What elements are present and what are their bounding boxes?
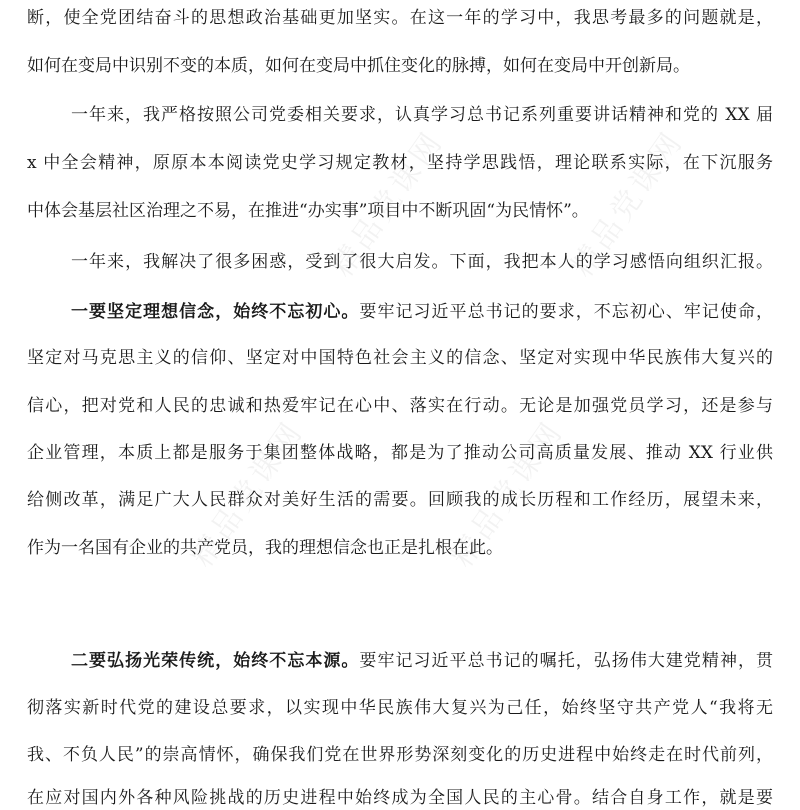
text-line: 给侧改革，满足广大人民群众对美好生活的需要。回顾我的成长历程和工作经历，展望未来， — [27, 490, 773, 510]
text-line: 如何在变局中识别不变的本质，如何在变局中抓住变化的脉搏，如何在变局中开创新局。 — [27, 56, 690, 76]
text-line: 断，使全党团结奋斗的思想政治基础更加坚实。在这一年的学习中，我思考最多的问题就是， — [27, 8, 773, 28]
text-span: 要牢记习近平总书记的要求，不忘初心、牢记使命， — [359, 302, 773, 322]
text-line: 我、不负人民”的崇高情怀，确保我们党在世界形势深刻变化的历史进程中始终走在时代前列， — [27, 745, 773, 765]
text-line — [27, 649, 773, 673]
text-line — [27, 300, 773, 324]
text-line: 彻落实新时代党的建设总要求，以实现中华民族伟大复兴为己任，始终坚守共产党人“我将无 — [27, 698, 773, 718]
text-line: 企业管理，本质上都是服务于集团整体战略，都是为了推动公司高质量发展、推动 XX 行业供 — [27, 443, 773, 463]
text-line: 作为一名国有企业的共产党员，我的理想信念也正是扎根在此。 — [27, 538, 503, 558]
text-line: 在应对国内外各种风险挑战的历史进程中始终成为全国人民的主心骨。结合自身工作，就是要 — [27, 788, 773, 808]
text-line: 一年来，我严格按照公司党委相关要求，认真学习总书记系列重要讲话精神和党的 XX 届 — [71, 105, 773, 125]
text-span: 要牢记习近平总书记的嘱托，弘扬伟大建党精神，贯 — [359, 651, 773, 671]
text-line: x 中全会精神，原原本本阅读党史学习规定教材，坚持学思践悟，理论联系实际，在下沉服务 — [27, 153, 773, 173]
watermark-text: 精品党课网 — [444, 414, 571, 574]
text-line: 中体会基层社区治理之不易，在推进“办实事”项目中不断巩固“为民情怀”。 — [27, 201, 589, 221]
watermark-text: 精品党课网 — [324, 124, 451, 284]
section-heading: 二要弘扬光荣传统，始终不忘本源。 — [71, 651, 360, 671]
section-heading: 一要坚定理想信念，始终不忘初心。 — [71, 302, 360, 322]
text-line: 坚定对马克思主义的信仰、坚定对中国特色社会主义的信念、坚定对实现中华民族伟大复兴的 — [27, 348, 773, 368]
text-line: 一年来，我解决了很多困惑，受到了很大启发。下面，我把本人的学习感悟向组织汇报。 — [71, 252, 773, 272]
text-line: 信心，把对党和人民的忠诚和热爱牢记在心中、落实在行动。无论是加强党员学习，还是参与 — [27, 396, 773, 416]
watermark-text: 精品党课网 — [564, 124, 691, 284]
watermark-text: 精品党课网 — [184, 414, 311, 574]
